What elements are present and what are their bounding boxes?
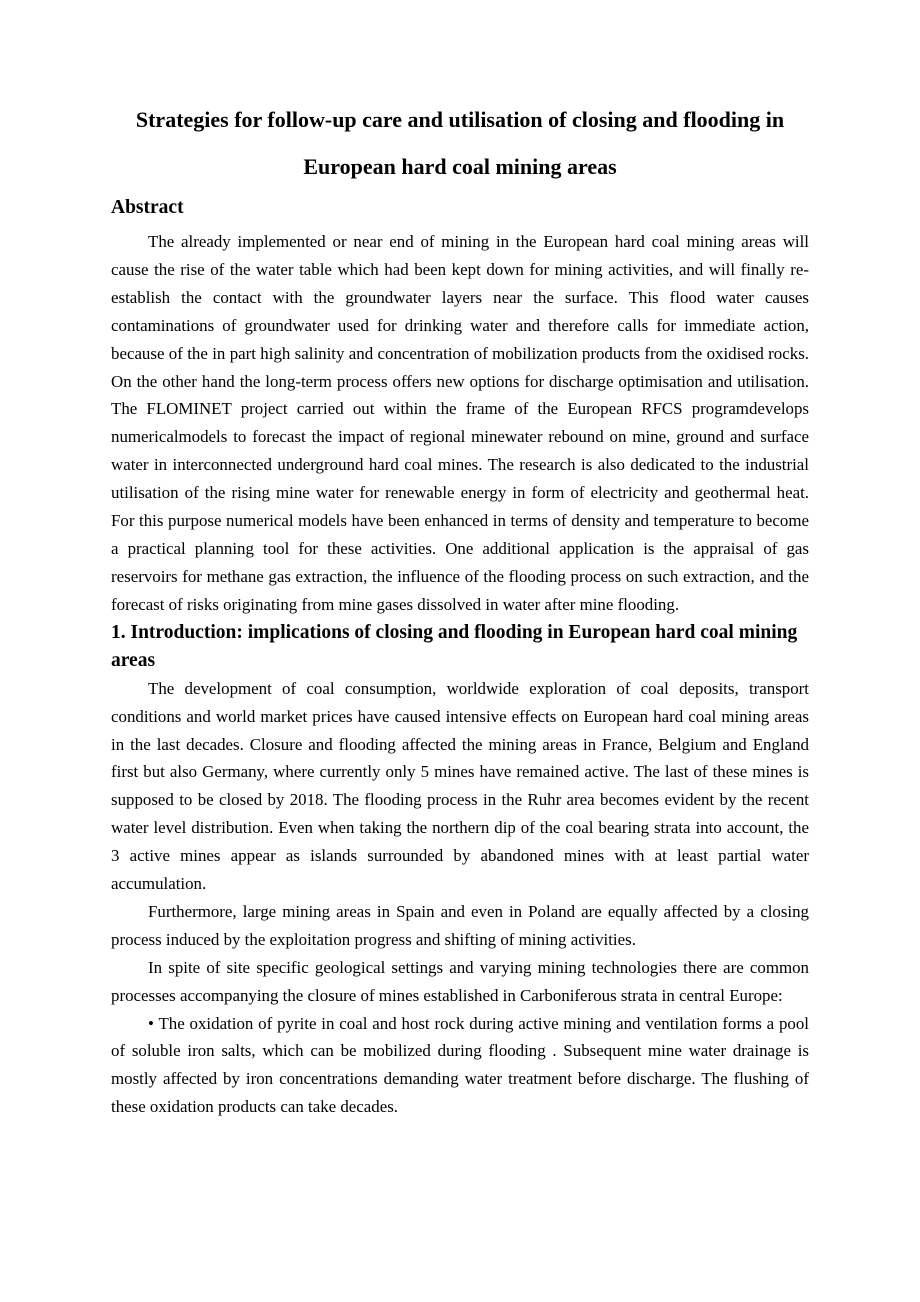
- abstract-heading: Abstract: [111, 197, 184, 218]
- abstract-paragraph: The already implemented or near end of mining in the European hard coal mining areas will cause the rise of the water table which had been kept down for mining activities, and will finally re-establish the contact with the groundwater layers near the surface. This flood water causes contaminations of groundwater used for drinking water and therefore calls for immediate action, because of the in part high salinity and concentration of mobilization products from the oxidised rocks. On the other hand the long-term process offers new options for discharge optimisation and utilisation. The FLOMINET project carried out within the frame of the European RFCS programdevelops numericalmodels to forecast the impact of regional minewater rebound on mine, ground and surface water in interconnected underground hard coal mines. The research is also dedicated to the industrial utilisation of the rising mine water for renewable energy in form of electricity and geothermal heat. For this purpose numerical models have been enhanced in terms of density and temperature to become a practical planning tool for these activities. One additional application is the appraisal of gas reservoirs for methane gas extraction, the influence of the flooding process on such extraction, and the forecast of risks originating from mine gases dissolved in water after mine flooding.: [111, 232, 809, 614]
- intro-paragraph-3: In spite of site specific geological settings and varying mining technologies there are common processes accompanying the closure of mines established in Carboniferous strata in central Europe:: [111, 957, 809, 1005]
- intro-bullet-paragraph: • The oxidation of pyrite in coal and host rock during active mining and ventilation forms a pool of soluble iron salts, which can be mobilized during flooding . Subsequent mine water drainage is mostly affected by iron concentrations demanding water treatment before discharge. The flushing of these oxidation products can take decades.: [111, 1013, 809, 1117]
- paper-title: Strategies for follow-up care and utilisation of closing and flooding in European hard coal mining areas: [135, 107, 785, 179]
- intro-paragraph-1: The development of coal consumption, worldwide exploration of coal deposits, transport conditions and world market prices have caused intensive effects on European hard coal mining areas in the last decades. Closure and flooding affected the mining areas in France, Belgium and England first but also Germany, where currently only 5 mines have remained active. The last of these mines is supposed to be closed by 2018. The flooding process in the Ruhr area becomes evident by the recent water level distribution. Even when taking the northern dip of the coal bearing strata into account, the 3 active mines appear as islands surrounded by abandoned mines with at least partial water accumulation.: [111, 678, 809, 894]
- intro-paragraph-2: Furthermore, large mining areas in Spain and even in Poland are equally affected by a closing process induced by the exploitation progress and shifting of mining activities.: [111, 901, 809, 949]
- section-heading-introduction: 1. Introduction: implications of closing and flooding in European hard coal mining areas: [111, 621, 798, 671]
